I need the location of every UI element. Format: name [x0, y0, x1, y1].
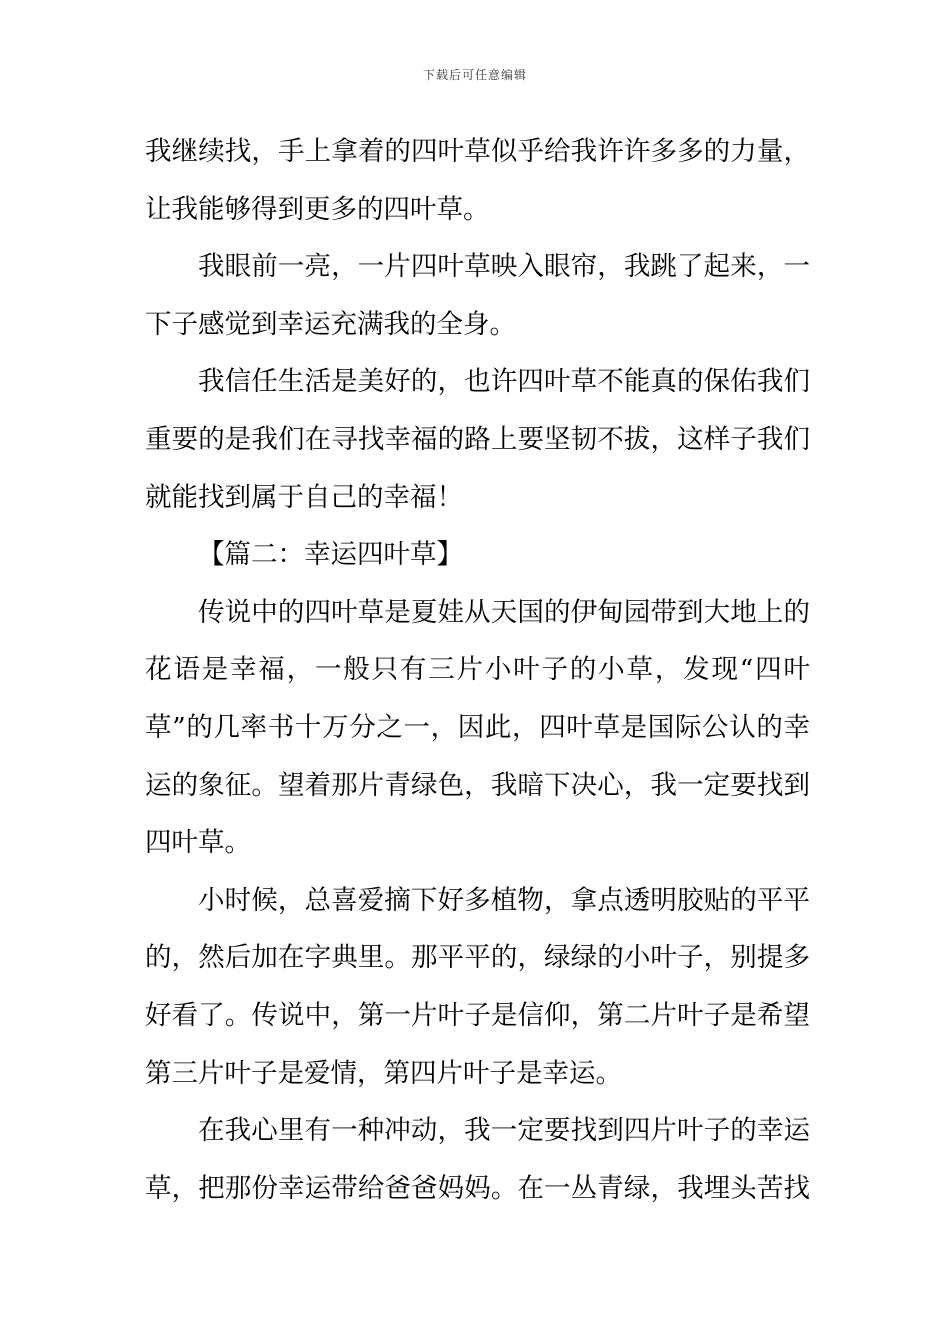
text-line: 在我心里有一种冲动，我一定要找到四片叶子的幸运 [198, 1115, 810, 1147]
text-line: 的，然后加在字典里。那平平的，绿绿的小叶子，别提多 [145, 942, 810, 974]
text-line: 第三片叶子是爱情，第四片叶子是幸运。 [145, 1057, 622, 1089]
text-line: 我眼前一亮，一片四叶草映入眼帘，我跳了起来，一 [198, 251, 810, 283]
text-line: 就能找到属于自己的幸福！ [145, 481, 463, 513]
text-line: 传说中的四叶草是夏娃从天国的伊甸园带到大地上的 [198, 596, 810, 628]
text-line: 让我能够得到更多的四叶草。 [145, 193, 490, 225]
text-line: 草，把那份幸运带给爸爸妈妈。在一丛青绿，我埋头苦找 [145, 1172, 810, 1204]
document-body [145, 123, 810, 1217]
text-line: 草”的几率书十万分之一，因此，四叶草是国际公认的幸 [145, 711, 810, 743]
text-line: 小时候，总喜爱摘下好多植物，拿点透明胶贴的平平 [198, 884, 810, 916]
text-line: 我信任生活是美好的，也许四叶草不能真的保佑我们 [198, 366, 810, 398]
text-line: 花语是幸福，一般只有三片小叶子的小草，发现“四叶 [145, 654, 810, 686]
text-line: 四叶草。 [145, 827, 251, 859]
text-line: 重要的是我们在寻找幸福的路上要坚韧不拔，这样子我们 [145, 423, 810, 455]
section-heading: 【篇二：幸运四叶草】 [198, 539, 463, 571]
text-line: 运的象征。望着那片青绿色，我暗下决心，我一定要找到 [145, 769, 810, 801]
header-note: 下载后可任意编辑 [422, 68, 527, 82]
text-line: 我继续找，手上拿着的四叶草似乎给我许许多多的力量， [145, 136, 810, 167]
text-line: 好看了。传说中，第一片叶子是信仰，第二片叶子是希望 [145, 999, 810, 1031]
text-line: 下子感觉到幸运充满我的全身。 [145, 308, 516, 340]
